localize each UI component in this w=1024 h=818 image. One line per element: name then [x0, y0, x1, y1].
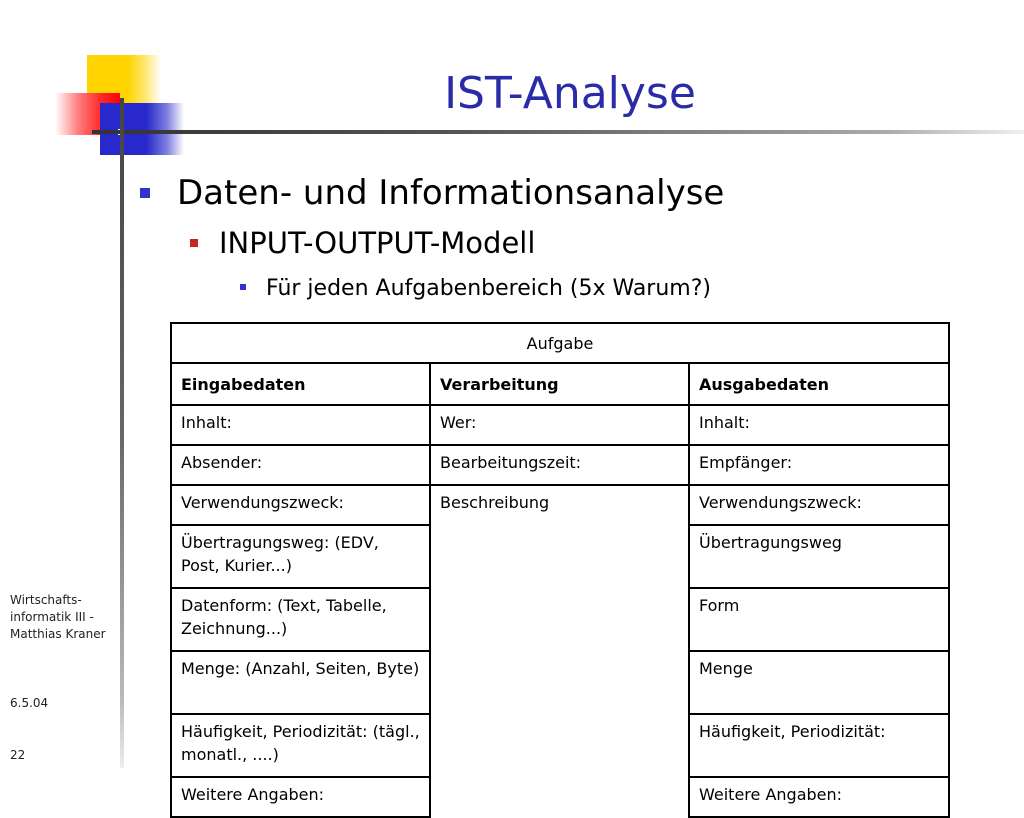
- header-ausgabedaten: Ausgabedaten: [689, 363, 949, 405]
- sidebar-author: Wirtschafts-informatik III - Matthias Kraner: [10, 593, 106, 641]
- table-cell: Datenform: (Text, Tabelle, Zeichnung...): [171, 588, 430, 651]
- input-output-table: [170, 322, 950, 818]
- table-cell: Inhalt:: [689, 405, 949, 445]
- sidebar-date: 6.5.04: [10, 696, 49, 710]
- table-cell: Beschreibung: [430, 485, 689, 525]
- bullet-level-1: [140, 173, 724, 213]
- table-cell: [430, 525, 689, 588]
- table-cell: Weitere Angaben:: [689, 777, 949, 817]
- table-cell: Bearbeitungszeit:: [430, 445, 689, 485]
- bullet-square-icon: [190, 239, 198, 247]
- slide-title: IST-Analyse: [444, 68, 696, 119]
- table-caption: Aufgabe: [171, 323, 949, 363]
- table-cell: [430, 588, 689, 651]
- table-row: [171, 651, 949, 714]
- table-cell: Häufigkeit, Periodizität: (tägl., monatl., ....): [171, 714, 430, 777]
- bullet-square-icon: [140, 188, 150, 198]
- bullet-level-3-text: Für jeden Aufgabenbereich (5x Warum?): [266, 276, 711, 301]
- table-cell: Übertragungsweg: [689, 525, 949, 588]
- table-row: [171, 588, 949, 651]
- left-vertical-rule: [120, 98, 124, 768]
- bullet-level-1-text: Daten- und Informationsanalyse: [177, 173, 725, 213]
- table-cell: Menge: [689, 651, 949, 714]
- header-eingabedaten: Eingabedaten: [171, 363, 430, 405]
- table-cell: Übertragungsweg: (EDV, Post, Kurier...): [171, 525, 430, 588]
- table-cell: [430, 651, 689, 714]
- table-cell: Menge: (Anzahl, Seiten, Byte): [171, 651, 430, 714]
- table-row: [171, 525, 949, 588]
- bullet-level-2: [190, 226, 535, 260]
- table-cell: Inhalt:: [171, 405, 430, 445]
- table-cell: Absender:: [171, 445, 430, 485]
- table-cell: [430, 777, 689, 817]
- table-cell: Verwendungszweck:: [689, 485, 949, 525]
- title-underline: [92, 130, 1024, 134]
- table-row: [171, 485, 949, 525]
- table-cell: Häufigkeit, Periodizität:: [689, 714, 949, 777]
- table-cell: Empfänger:: [689, 445, 949, 485]
- table-cell: Weitere Angaben:: [171, 777, 430, 817]
- table-row: [171, 777, 949, 817]
- bullet-square-icon: [240, 284, 246, 290]
- bullet-level-3: [240, 276, 711, 301]
- table-row: [171, 445, 949, 485]
- bullet-level-2-text: INPUT-OUTPUT-Modell: [219, 226, 536, 260]
- table-cell: Wer:: [430, 405, 689, 445]
- header-verarbeitung: Verarbeitung: [430, 363, 689, 405]
- table-row: [171, 405, 949, 445]
- logo-blue-square: [100, 103, 184, 155]
- table-cell: Form: [689, 588, 949, 651]
- table-cell: Verwendungszweck:: [171, 485, 430, 525]
- page-number: 22: [10, 748, 26, 762]
